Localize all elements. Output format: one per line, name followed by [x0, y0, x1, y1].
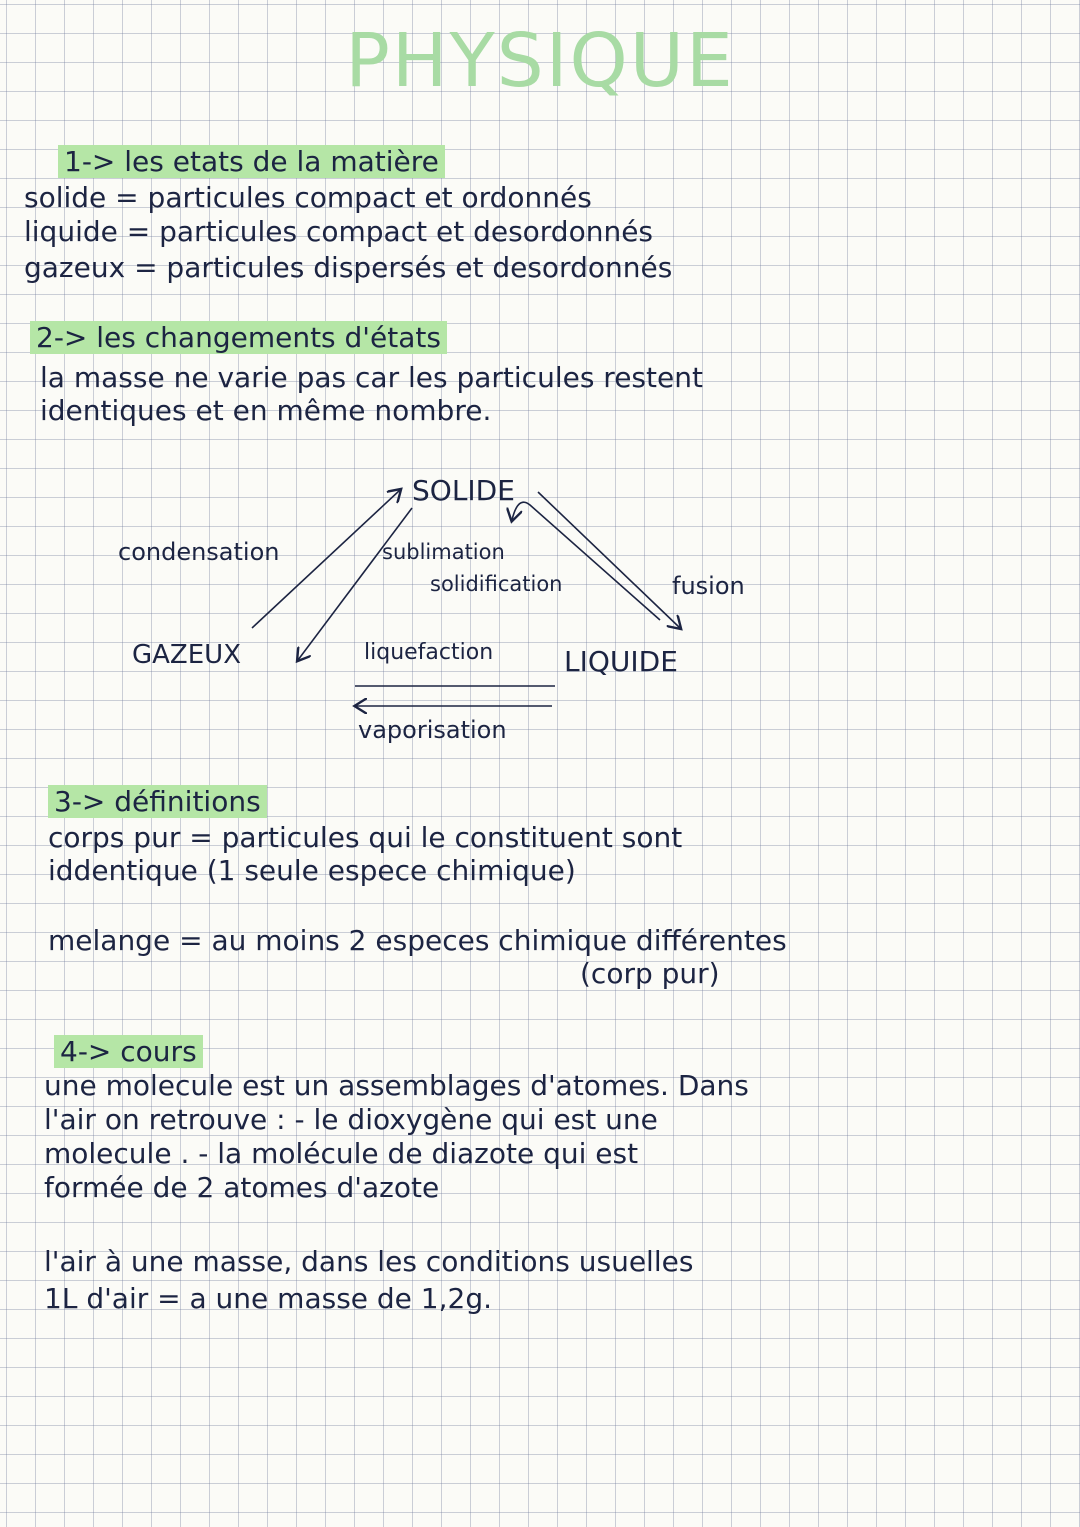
label-vaporisation: vaporisation	[358, 716, 507, 744]
fusion-arrow	[538, 492, 680, 628]
section-3-heading: 3-> définitions	[48, 786, 267, 818]
note-line: liquide = particules compact et desordonnés	[24, 215, 654, 248]
note-line: la masse ne varie pas car les particules restent	[40, 361, 703, 394]
note-line: gazeux = particules dispersés et desordonnés	[24, 251, 673, 284]
label-fusion: fusion	[672, 572, 745, 600]
note-line: 1L d'air = a une masse de 1,2g.	[44, 1282, 493, 1315]
state-solide: SOLIDE	[412, 474, 515, 507]
section-1-heading: 1-> les etats de la matière	[58, 146, 445, 178]
label-sublimation: sublimation	[382, 540, 505, 564]
note-line: corps pur = particules qui le constituent sont	[48, 821, 683, 854]
note-line: solide = particules compact et ordonnés	[24, 181, 592, 214]
section-4-heading: 4-> cours	[54, 1036, 203, 1068]
label-solidification: solidification	[430, 572, 563, 596]
note-line: molecule . - la molécule de diazote qui est	[44, 1137, 639, 1170]
note-line: l'air à une masse, dans les conditions usuelles	[44, 1245, 694, 1278]
page-title: PHYSIQUE	[345, 18, 735, 104]
state-liquide: LIQUIDE	[564, 645, 678, 678]
note-line: une molecule est un assemblages d'atomes. Dans	[44, 1069, 749, 1102]
note-line: melange = au moins 2 especes chimique différentes	[48, 924, 787, 957]
note-line: (corp pur)	[580, 957, 720, 990]
note-line: identiques et en même nombre.	[40, 394, 492, 427]
solidification-arrow	[512, 502, 660, 620]
state-gazeux: GAZEUX	[132, 640, 242, 670]
sublimation-arrow	[298, 508, 412, 660]
note-line: l'air on retrouve : - le dioxygène qui est une	[44, 1103, 658, 1136]
note-line: formée de 2 atomes d'azote	[44, 1171, 440, 1204]
label-liquefaction: liquefaction	[364, 640, 494, 665]
section-2-heading: 2-> les changements d'états	[30, 322, 447, 354]
note-line: iddentique (1 seule espece chimique)	[48, 854, 576, 887]
label-condensation: condensation	[118, 538, 280, 566]
